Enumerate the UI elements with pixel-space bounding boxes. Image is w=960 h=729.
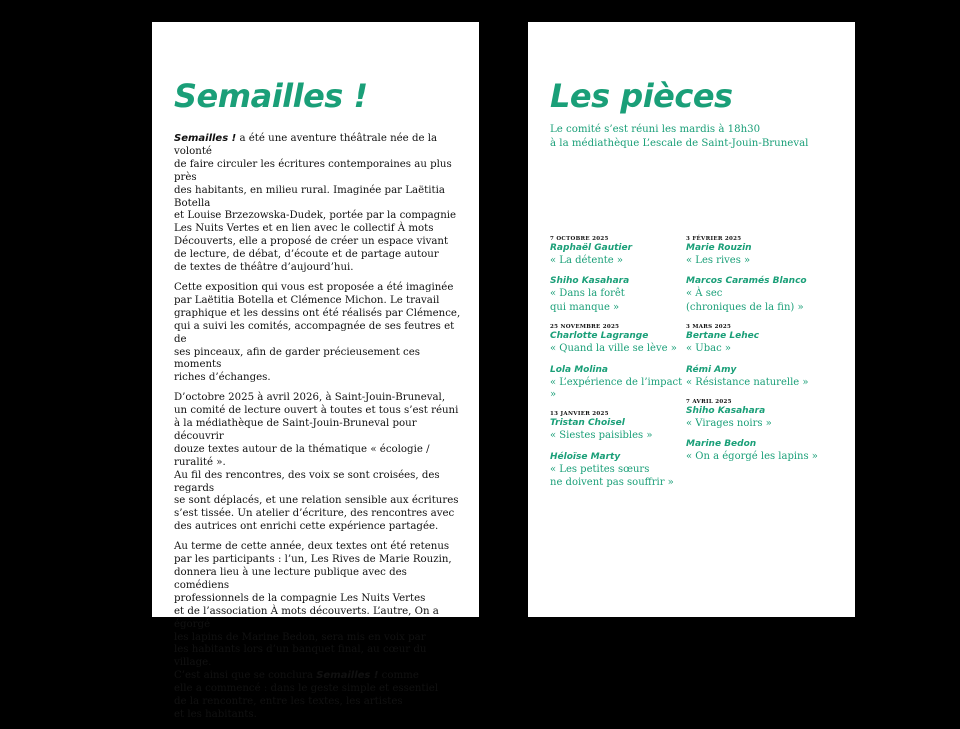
author-name: Charlotte Lagrange	[550, 331, 649, 342]
paragraph-1: Semailles ! a été une aventure théâtrale née de la volonté de faire circuler les écritures contemporaines au plus près des habitants, en milieu rural. Imaginée par Laëtitia Botella et Louise Brzezowska-Dudek, portée par la compagnie Les Nuits Vertes et en lien avec le collectif À mots Découverts, elle a proposé de créer un espace vivant de lecture, de débat, d’écoute et de partage autour de textes de théâtre d’aujourd’hui.	[174, 133, 457, 274]
session-group	[686, 323, 836, 389]
left-page	[152, 22, 479, 720]
play-title: « Siestes paisibles »	[550, 430, 653, 442]
session-date: 7 OCTOBRE 2025	[550, 236, 609, 242]
schedule-column-right	[686, 234, 836, 473]
author-name: Marie Rouzin	[686, 243, 752, 253]
session-date: 25 NOVEMBRE 2025	[550, 324, 620, 331]
play-title: « La détente »	[550, 255, 624, 266]
play-title: « Ubac »	[686, 343, 731, 355]
page-title: Les pièces	[550, 77, 733, 115]
paragraph-2: Cette exposition qui vous est proposée a été imaginée par Laëtitia Botella et Clémence Michon. Le travail graphique et les dessins ont été réalisés par Clémence, qui a suivi les comités, accompagnée de ses feutres et de ses pinceaux, afin de garder précieusement ces moments riches d’échanges.	[174, 281, 461, 384]
play-entry	[550, 243, 690, 267]
session-group	[686, 398, 836, 464]
page-title: Semailles !	[174, 77, 368, 115]
play-title: ne doivent pas souffrir »	[550, 477, 674, 489]
play-entry	[686, 331, 836, 355]
author-name: Tristan Choisel	[550, 418, 625, 429]
brand-name: Semailles !	[174, 133, 237, 144]
author-name: Héloïse Marty	[550, 451, 621, 462]
schedule-column-left	[550, 234, 690, 499]
session-group	[686, 235, 836, 314]
brand-name: Semailles !	[316, 670, 379, 682]
author-name: Bertane Lehec	[686, 331, 760, 342]
right-page	[528, 22, 855, 617]
paragraph-4: Au terme de cette année, deux textes ont été retenus par les participants : l’un, Les Rives de Marie Rouzin, donnera lieu à une lecture publique avec des comédiens professionnels de la compagnie Les Nuits Vertes et de l’association À mots découverts. L’autre, On a égorgé les lapins de Marine Bedon, sera mis en voix par les habitants lors d’un banquet final, au cœur du village. C’est ainsi que se conclura Semailles ! comme elle a commencé : dans le geste simple et essentiel de la rencontre, entre les textes, les artistes et les habitants.	[174, 541, 452, 720]
author-name: Rémi Amy	[686, 364, 737, 375]
play-entry	[550, 276, 690, 314]
play-title: « Les rives »	[686, 255, 751, 266]
session-group	[550, 235, 690, 314]
play-entry	[686, 439, 836, 463]
author-name: Lola Molina	[550, 364, 608, 375]
session-group	[550, 323, 690, 401]
session-date: 3 MARS 2025	[686, 324, 732, 331]
play-entry	[686, 276, 836, 314]
schedule-intro: Le comité s’est réuni les mardis à 18h30 à la médiathèque L’escale de Saint-Jouin-Bruneval	[550, 124, 809, 149]
play-entry	[686, 243, 836, 267]
play-title: « Virages noirs »	[686, 418, 772, 430]
author-name: Raphaël Gautier	[550, 243, 633, 253]
play-title: « On a égorgé les lapins »	[686, 451, 818, 463]
play-title: « À sec	[686, 288, 723, 300]
play-entry	[550, 452, 690, 490]
author-name: Marine Bedon	[686, 439, 757, 450]
body-text	[174, 133, 464, 729]
author-name: Shiho Kasahara	[686, 406, 766, 417]
play-title: « Les petites sœurs	[550, 463, 650, 475]
session-date: 7 AVRIL 2025	[686, 399, 732, 406]
session-date: 3 FÉVRIER 2025	[686, 236, 742, 242]
session-date: 13 JANVIER 2025	[550, 411, 609, 418]
play-title: « Quand la ville se lève »	[550, 343, 677, 355]
play-title: (chroniques de la fin) »	[686, 301, 804, 313]
play-entry	[550, 418, 690, 442]
play-entry	[686, 406, 836, 430]
play-title: « Dans la forêt	[550, 288, 625, 300]
author-name: Marcos Caramés Blanco	[686, 276, 807, 287]
author-name: Shiho Kasahara	[550, 276, 630, 287]
play-title: qui manque »	[550, 301, 620, 313]
play-entry	[686, 365, 836, 389]
play-entry	[550, 331, 690, 355]
play-title: « L’expérience de l’impact »	[550, 376, 683, 401]
play-entry	[550, 365, 690, 402]
session-group	[550, 410, 690, 489]
play-title: « Résistance naturelle »	[686, 376, 809, 388]
paragraph-3: D’octobre 2025 à avril 2026, à Saint-Jouin-Bruneval, un comité de lecture ouvert à toutes et tous s’est réuni à la médiathèque de Saint-Jouin-Bruneval pour découvrir douze textes autour de la thématique « écologie / ruralité ». Au fil des rencontres, des voix se sont croisées, des regards se sont déplacés, et une relation sensible aux écritures s’est tissée. Un atelier d’écriture, des rencontres avec des autrices ont enrichi cette expérience partagée.	[174, 392, 459, 533]
